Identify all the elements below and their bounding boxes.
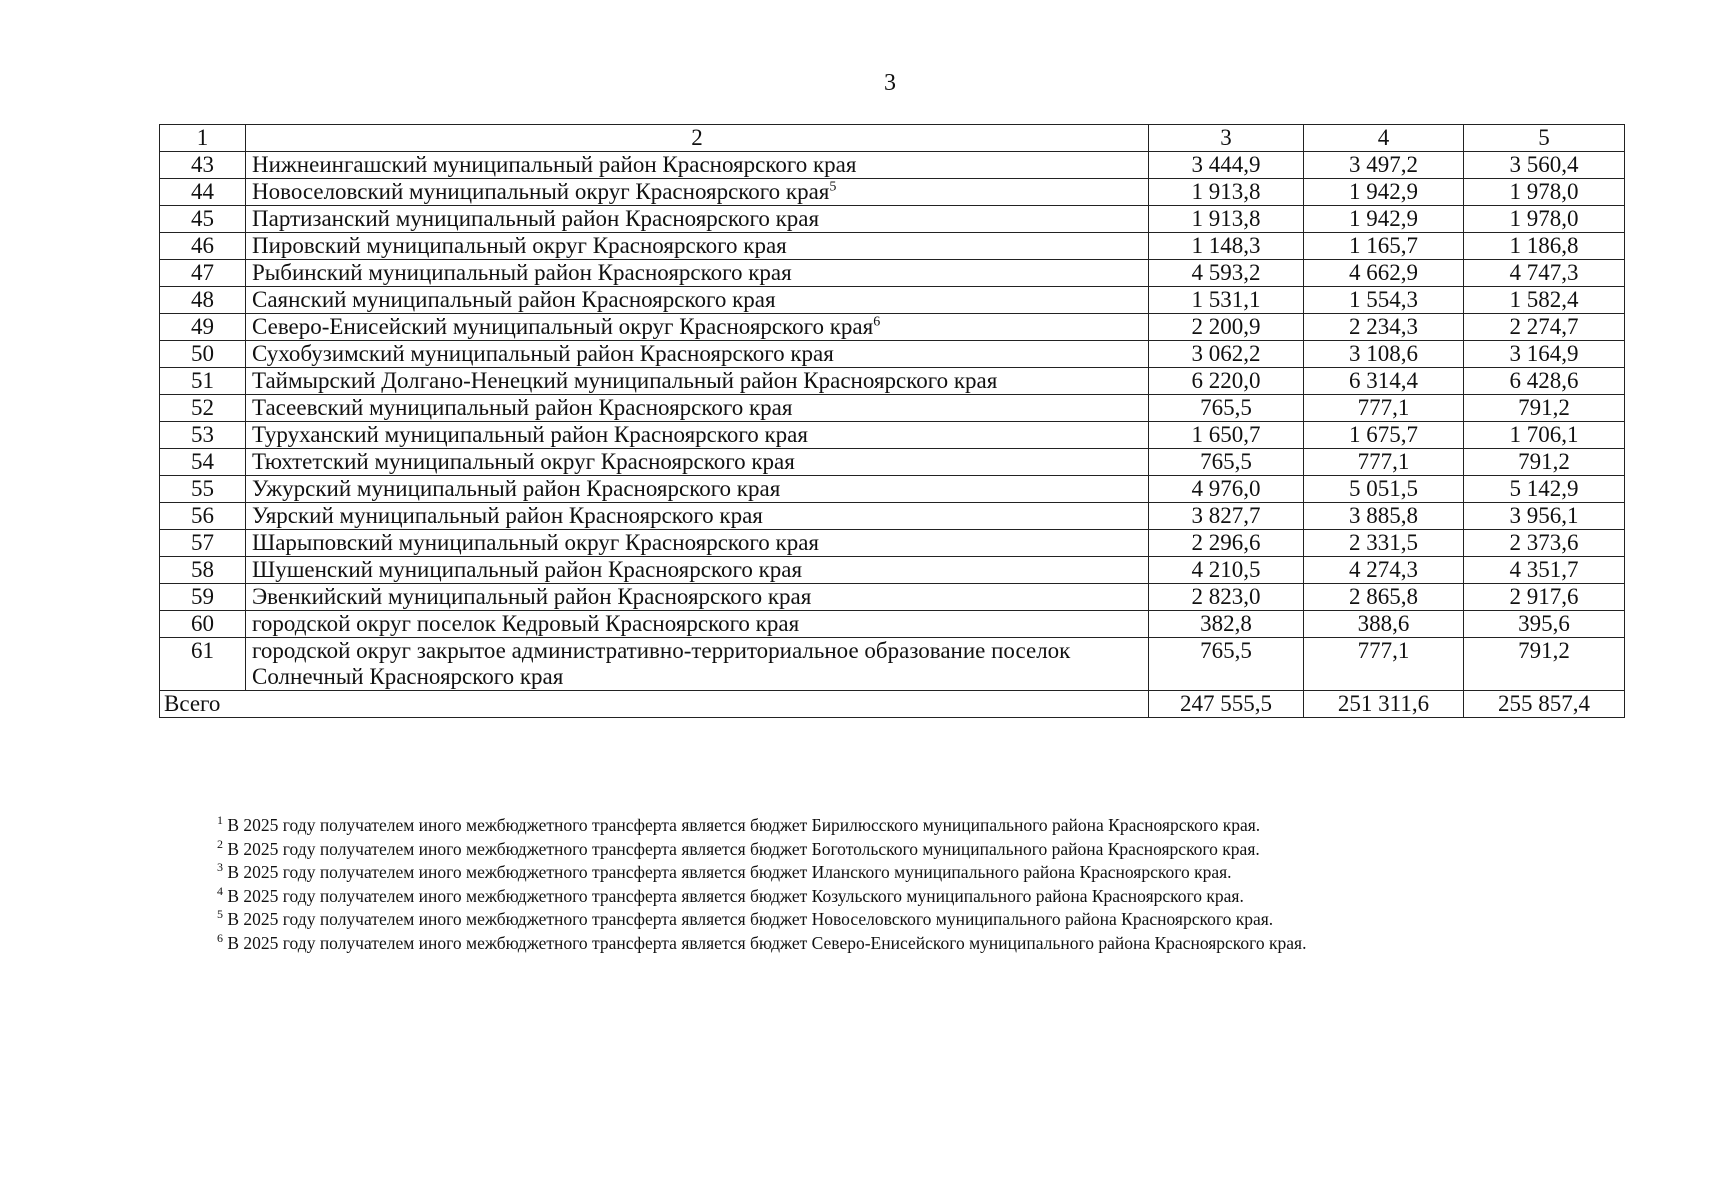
value-col-5: 4 351,7 — [1464, 557, 1625, 584]
municipality-name: Северо-Енисейский муниципальный округ Красноярского края — [252, 314, 874, 339]
value-col-5: 3 956,1 — [1464, 503, 1625, 530]
value-col-3: 4 976,0 — [1149, 476, 1304, 503]
municipality-name-cell — [246, 422, 1149, 449]
value-col-3: 1 913,8 — [1149, 206, 1304, 233]
municipality-name-cell — [246, 638, 1149, 691]
footnote-mark: 4 — [217, 883, 223, 898]
page-number: 3 — [884, 70, 896, 96]
municipality-name: Шушенский муниципальный район Красноярского края — [252, 557, 803, 582]
value-col-4: 777,1 — [1304, 638, 1464, 691]
table-row — [160, 341, 1625, 368]
value-col-5: 3 560,4 — [1464, 152, 1625, 179]
value-col-5: 4 747,3 — [1464, 260, 1625, 287]
municipality-name: городской округ поселок Кедровый Красноярского края — [252, 611, 800, 636]
value-col-4: 1 675,7 — [1304, 422, 1464, 449]
row-number: 55 — [160, 476, 246, 503]
municipality-name: Саянский муниципальный район Красноярского края — [252, 287, 776, 312]
value-col-4: 6 314,4 — [1304, 368, 1464, 395]
footnote-text: В 2025 году получателем иного межбюджетного трансферта является бюджет Бирилюсского муниципального района Красноярского края. — [227, 815, 1261, 835]
value-col-5: 1 186,8 — [1464, 233, 1625, 260]
value-col-4: 3 108,6 — [1304, 341, 1464, 368]
footnote-text: В 2025 году получателем иного межбюджетного трансферта является бюджет Иланского муниципального района Красноярского края. — [227, 862, 1232, 883]
total-value-col-3: 247 555,5 — [1149, 691, 1304, 718]
value-col-3: 4 210,5 — [1149, 557, 1304, 584]
footnote-mark: 5 — [217, 907, 223, 922]
row-number: 54 — [160, 449, 246, 476]
municipality-name-cell — [246, 206, 1149, 233]
municipality-name-cell — [246, 395, 1149, 422]
table-row — [160, 395, 1625, 422]
municipality-name-cell — [246, 503, 1149, 530]
footnote — [217, 908, 1306, 932]
total-value-col-5: 255 857,4 — [1464, 691, 1625, 718]
header-cell-2: 2 — [246, 125, 1149, 152]
table-row — [160, 179, 1625, 206]
footnote — [217, 861, 1306, 885]
value-col-3: 3 444,9 — [1149, 152, 1304, 179]
municipality-name-cell — [246, 368, 1149, 395]
table-row — [160, 206, 1625, 233]
value-col-3: 1 650,7 — [1149, 422, 1304, 449]
municipality-name-cell — [246, 449, 1149, 476]
table-row — [160, 287, 1625, 314]
value-col-3: 2 823,0 — [1149, 584, 1304, 611]
value-col-3: 3 062,2 — [1149, 341, 1304, 368]
row-number: 51 — [160, 368, 246, 395]
value-col-5: 395,6 — [1464, 611, 1625, 638]
value-col-4: 777,1 — [1304, 395, 1464, 422]
value-col-3: 2 296,6 — [1149, 530, 1304, 557]
value-col-5: 1 978,0 — [1464, 179, 1625, 206]
value-col-5: 2 274,7 — [1464, 314, 1625, 341]
table-row — [160, 638, 1625, 691]
data-table-wrapper — [159, 124, 1624, 718]
value-col-5: 5 142,9 — [1464, 476, 1625, 503]
header-cell-5: 5 — [1464, 125, 1625, 152]
footnote-text: В 2025 году получателем иного межбюджетного трансферта является бюджет Козульского муниципального района Красноярского края. — [227, 885, 1244, 906]
footnotes — [217, 814, 1306, 956]
footnote-reference: 6 — [873, 314, 881, 330]
value-col-4: 3 885,8 — [1304, 503, 1464, 530]
table-row — [160, 557, 1625, 584]
municipality-name-cell — [246, 611, 1149, 638]
footnote — [217, 885, 1306, 909]
value-col-4: 5 051,5 — [1304, 476, 1464, 503]
value-col-3: 6 220,0 — [1149, 368, 1304, 395]
municipality-name-cell — [246, 530, 1149, 557]
value-col-4: 1 942,9 — [1304, 179, 1464, 206]
row-number: 50 — [160, 341, 246, 368]
value-col-4: 4 274,3 — [1304, 557, 1464, 584]
total-label: Всего — [160, 691, 1149, 718]
value-col-5: 791,2 — [1464, 395, 1625, 422]
municipality-name-cell — [246, 260, 1149, 287]
value-col-4: 4 662,9 — [1304, 260, 1464, 287]
municipality-name-cell — [246, 287, 1149, 314]
row-number: 60 — [160, 611, 246, 638]
value-col-4: 777,1 — [1304, 449, 1464, 476]
value-col-3: 3 827,7 — [1149, 503, 1304, 530]
footnote-mark: 3 — [217, 860, 223, 875]
municipality-name: Туруханский муниципальный район Красноярского края — [252, 422, 808, 447]
footnote-mark: 1 — [217, 813, 223, 828]
municipality-name: Эвенкийский муниципальный район Красноярского края — [252, 584, 812, 609]
row-number: 47 — [160, 260, 246, 287]
header-cell-1: 1 — [160, 125, 246, 152]
municipality-name: городской округ закрытое административно-территориальное образование поселок Солнечный Красноярского края — [252, 638, 1071, 689]
total-row — [160, 691, 1625, 718]
municipality-name: Новоселовский муниципальный округ Красноярского края — [252, 179, 830, 204]
table-body — [160, 125, 1625, 718]
municipality-name-cell — [246, 152, 1149, 179]
value-col-4: 1 165,7 — [1304, 233, 1464, 260]
municipality-name: Нижнеингашский муниципальный район Красноярского края — [252, 152, 857, 177]
table-row — [160, 260, 1625, 287]
municipality-name: Рыбинский муниципальный район Красноярского края — [252, 260, 792, 285]
value-col-5: 3 164,9 — [1464, 341, 1625, 368]
footnote — [217, 932, 1306, 956]
value-col-4: 2 865,8 — [1304, 584, 1464, 611]
value-col-3: 765,5 — [1149, 449, 1304, 476]
value-col-3: 2 200,9 — [1149, 314, 1304, 341]
value-col-3: 382,8 — [1149, 611, 1304, 638]
municipality-name: Шарыповский муниципальный округ Красноярского края — [252, 530, 819, 555]
value-col-5: 6 428,6 — [1464, 368, 1625, 395]
municipality-name-cell — [246, 179, 1149, 206]
value-col-3: 1 531,1 — [1149, 287, 1304, 314]
table-row — [160, 152, 1625, 179]
row-number: 48 — [160, 287, 246, 314]
row-number: 53 — [160, 422, 246, 449]
table-row — [160, 530, 1625, 557]
municipality-name: Сухобузимский муниципальный район Красноярского края — [252, 341, 834, 366]
municipality-name-cell — [246, 584, 1149, 611]
value-col-3: 765,5 — [1149, 395, 1304, 422]
municipality-name-cell — [246, 233, 1149, 260]
value-col-3: 1 148,3 — [1149, 233, 1304, 260]
table-row — [160, 584, 1625, 611]
value-col-4: 1 942,9 — [1304, 206, 1464, 233]
table-row — [160, 368, 1625, 395]
row-number: 43 — [160, 152, 246, 179]
row-number: 57 — [160, 530, 246, 557]
footnote-text: В 2025 году получателем иного межбюджетного трансферта является бюджет Боготольского муниципального района Красноярского края. — [227, 838, 1260, 859]
table-row — [160, 314, 1625, 341]
table-row — [160, 233, 1625, 260]
total-value-col-4: 251 311,6 — [1304, 691, 1464, 718]
value-col-5: 1 582,4 — [1464, 287, 1625, 314]
header-cell-3: 3 — [1149, 125, 1304, 152]
value-col-5: 1 978,0 — [1464, 206, 1625, 233]
value-col-4: 2 234,3 — [1304, 314, 1464, 341]
footnote-reference: 5 — [829, 179, 837, 195]
footnote-mark: 6 — [217, 931, 223, 946]
value-col-5: 2 373,6 — [1464, 530, 1625, 557]
municipality-name: Таймырский Долгано-Ненецкий муниципальный район Красноярского края — [252, 368, 998, 393]
municipality-name-cell — [246, 476, 1149, 503]
footnote-text: В 2025 году получателем иного межбюджетного трансферта является бюджет Северо-Енисейского муниципального района Красноярского края. — [227, 932, 1307, 953]
value-col-3: 4 593,2 — [1149, 260, 1304, 287]
table-row — [160, 611, 1625, 638]
value-col-5: 2 917,6 — [1464, 584, 1625, 611]
value-col-5: 791,2 — [1464, 638, 1625, 691]
footnote-text: В 2025 году получателем иного межбюджетного трансферта является бюджет Новоселовского муниципального района Красноярского края. — [227, 909, 1274, 930]
municipality-name: Ужурский муниципальный район Красноярского края — [252, 476, 781, 501]
row-number: 49 — [160, 314, 246, 341]
header-cell-4: 4 — [1304, 125, 1464, 152]
row-number: 45 — [160, 206, 246, 233]
row-number: 59 — [160, 584, 246, 611]
row-number: 52 — [160, 395, 246, 422]
table-row — [160, 503, 1625, 530]
row-number: 56 — [160, 503, 246, 530]
row-number: 46 — [160, 233, 246, 260]
value-col-3: 1 913,8 — [1149, 179, 1304, 206]
transfer-table — [159, 124, 1625, 718]
municipality-name: Пировский муниципальный округ Красноярского края — [252, 233, 787, 258]
table-row — [160, 422, 1625, 449]
municipality-name: Тасеевский муниципальный район Красноярского края — [252, 395, 793, 420]
row-number: 61 — [160, 638, 246, 691]
table-row — [160, 449, 1625, 476]
municipality-name-cell — [246, 314, 1149, 341]
municipality-name-cell — [246, 557, 1149, 584]
row-number: 44 — [160, 179, 246, 206]
footnote — [217, 838, 1306, 862]
value-col-4: 2 331,5 — [1304, 530, 1464, 557]
municipality-name: Уярский муниципальный район Красноярского края — [252, 503, 763, 528]
row-number: 58 — [160, 557, 246, 584]
table-header-row — [160, 125, 1625, 152]
municipality-name: Тюхтетский муниципальный округ Красноярского края — [252, 449, 795, 474]
value-col-5: 1 706,1 — [1464, 422, 1625, 449]
municipality-name-cell — [246, 341, 1149, 368]
municipality-name: Партизанский муниципальный район Красноярского края — [252, 206, 820, 231]
value-col-4: 388,6 — [1304, 611, 1464, 638]
footnote-mark: 2 — [217, 836, 223, 851]
footnote — [217, 814, 1306, 838]
value-col-3: 765,5 — [1149, 638, 1304, 691]
value-col-5: 791,2 — [1464, 449, 1625, 476]
value-col-4: 1 554,3 — [1304, 287, 1464, 314]
value-col-4: 3 497,2 — [1304, 152, 1464, 179]
table-row — [160, 476, 1625, 503]
